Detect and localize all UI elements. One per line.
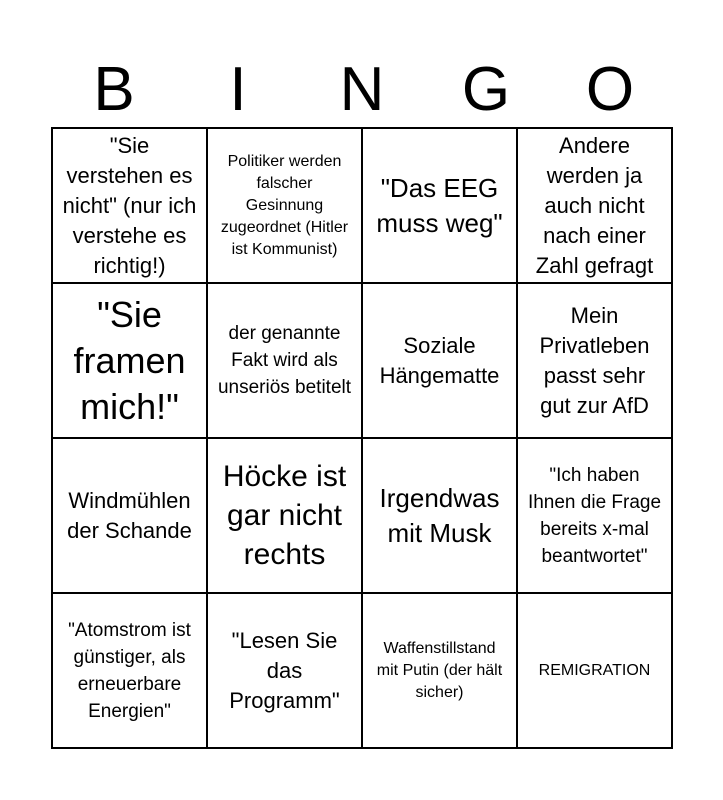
bingo-cell-1[interactable]	[53, 129, 208, 284]
bingo-cell-2[interactable]	[208, 129, 363, 284]
bingo-cell-text: Soziale Hängematte	[379, 332, 500, 388]
bingo-cell-text: Waffenstillstand mit Putin (der hält sicher)	[376, 639, 503, 701]
header-letter-b: B	[93, 55, 135, 124]
bingo-cell-3[interactable]	[363, 129, 518, 284]
bingo-cell-9[interactable]	[53, 439, 208, 594]
bingo-cell-text: "Lesen Sie das Programm"	[229, 627, 340, 713]
bingo-cell-text: "Sie framen mich!"	[73, 293, 186, 427]
bingo-cell-5[interactable]	[53, 284, 208, 439]
header-letter-g: G	[461, 55, 511, 124]
bingo-cell-12[interactable]	[518, 439, 673, 594]
bingo-cell-text: Mein Privatleben passt sehr gut zur AfD	[539, 302, 650, 418]
bingo-cell-11[interactable]	[363, 439, 518, 594]
bingo-cell-13[interactable]	[53, 594, 208, 749]
bingo-cell-text: Irgendwas mit Musk	[379, 482, 500, 548]
bingo-cell-text: Politiker werden falscher Gesinnung zugeordnet (Hitler ist Kommunist)	[220, 152, 349, 258]
bingo-cell-15[interactable]	[363, 594, 518, 749]
header-letter-n: N	[339, 55, 385, 124]
bingo-cell-text: Höcke ist gar nicht rechts	[222, 460, 347, 571]
bingo-cell-text: "Sie verstehen es nicht" (nur ich verstehe es richtig!)	[62, 132, 197, 278]
header-letter-o: O	[585, 55, 635, 124]
bingo-cell-text: der genannte Fakt wird als unseriös betitelt	[217, 323, 352, 398]
bingo-board	[51, 127, 673, 749]
bingo-cell-text: Windmühlen der Schande	[67, 487, 192, 543]
bingo-header	[52, 52, 672, 128]
bingo-cell-text: "Ich haben Ihnen die Frage bereits x-mal beantwortet"	[527, 464, 662, 567]
bingo-cell-text: REMIGRATION	[538, 661, 651, 679]
bingo-cell-4[interactable]	[518, 129, 673, 284]
bingo-cell-7[interactable]	[363, 284, 518, 439]
bingo-cell-text: "Das EEG muss weg"	[376, 172, 503, 238]
header-letter-i: I	[229, 55, 247, 124]
bingo-cell-6[interactable]	[208, 284, 363, 439]
bingo-cell-16[interactable]	[518, 594, 673, 749]
bingo-cell-text: "Atomstrom ist günstiger, als erneuerbare Energien"	[68, 619, 191, 722]
bingo-cell-14[interactable]	[208, 594, 363, 749]
bingo-cell-8[interactable]	[518, 284, 673, 439]
bingo-cell-text: Andere werden ja auch nicht nach einer Zahl gefragt	[535, 132, 654, 278]
bingo-cell-10[interactable]	[208, 439, 363, 594]
